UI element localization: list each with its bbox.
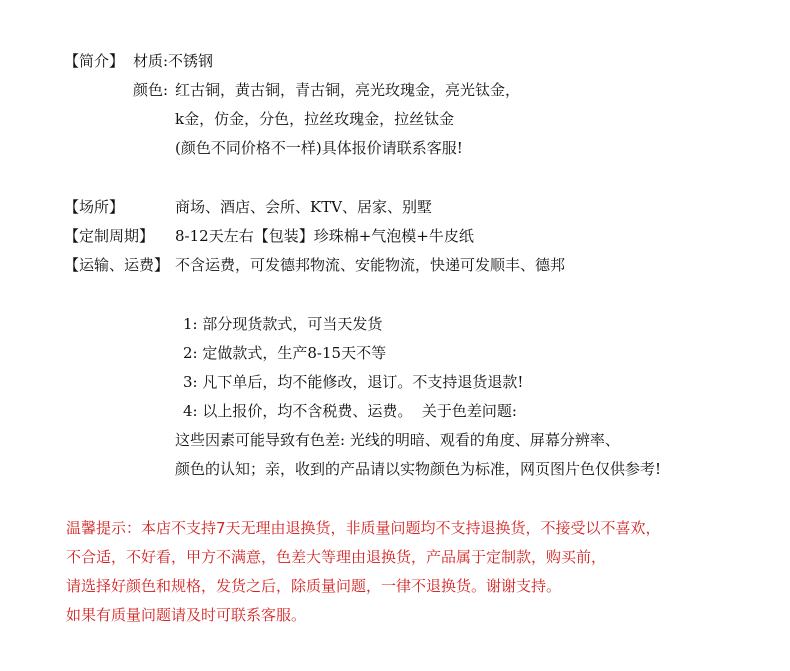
custom-period-value: 8-12天左右【包装】珍珠棉+气泡模+牛皮纸 xyxy=(175,227,474,245)
shipping-label: 【运输、运费】 xyxy=(64,256,170,274)
warning-line: 如果有质量问题请及时可联系客服。 xyxy=(66,606,307,624)
venue-value: 商场、酒店、会所、KTV、居家、别墅 xyxy=(175,198,433,216)
note-item: 4: 以上报价，均不含税费、运费。 关于色差问题: xyxy=(183,402,517,420)
note-item: 2: 定做款式，生产8-15天不等 xyxy=(183,344,387,362)
color-diff-line: 颜色的认知；亲，收到的产品请以实物颜色为标准，网页图片色仅供参考! xyxy=(175,460,662,478)
custom-period-label: 【定制周期】 xyxy=(64,227,155,245)
warning-line: 温馨提示：本店不支持7天无理由退换货，非质量问题均不支持退换货，不接受以不喜欢， xyxy=(66,519,661,537)
note-item: 1: 部分现货款式，可当天发货 xyxy=(183,315,383,333)
color-options-line1: 红古铜，黄古铜，青古铜，亮光玫瑰金，亮光钛金， xyxy=(175,81,521,99)
color-diff-line: 这些因素可能导致有色差: 光线的明暗、观看的角度、屏幕分辨率、 xyxy=(175,431,620,449)
venue-label: 【场所】 xyxy=(64,198,125,216)
color-price-note: (颜色不同价格不一样)具体报价请联系客服! xyxy=(175,139,463,157)
intro-label: 【简介】 xyxy=(64,52,125,70)
material-text: 材质:不锈钢 xyxy=(133,52,214,70)
color-options-line2: k金，仿金，分色，拉丝玫瑰金，拉丝钛金 xyxy=(175,110,455,128)
color-label: 颜色: xyxy=(133,81,169,99)
warning-line: 请选择好颜色和规格，发货之后，除质量问题，一律不退换货。谢谢支持。 xyxy=(66,577,562,595)
shipping-value: 不含运费，可发德邦物流、安能物流，快递可发顺丰、德邦 xyxy=(175,256,566,274)
warning-line: 不合适，不好看，甲方不满意，色差大等理由退换货，产品属于定制款，购买前， xyxy=(66,548,607,566)
note-item: 3: 凡下单后，均不能修改，退订。不支持退货退款! xyxy=(183,373,524,391)
